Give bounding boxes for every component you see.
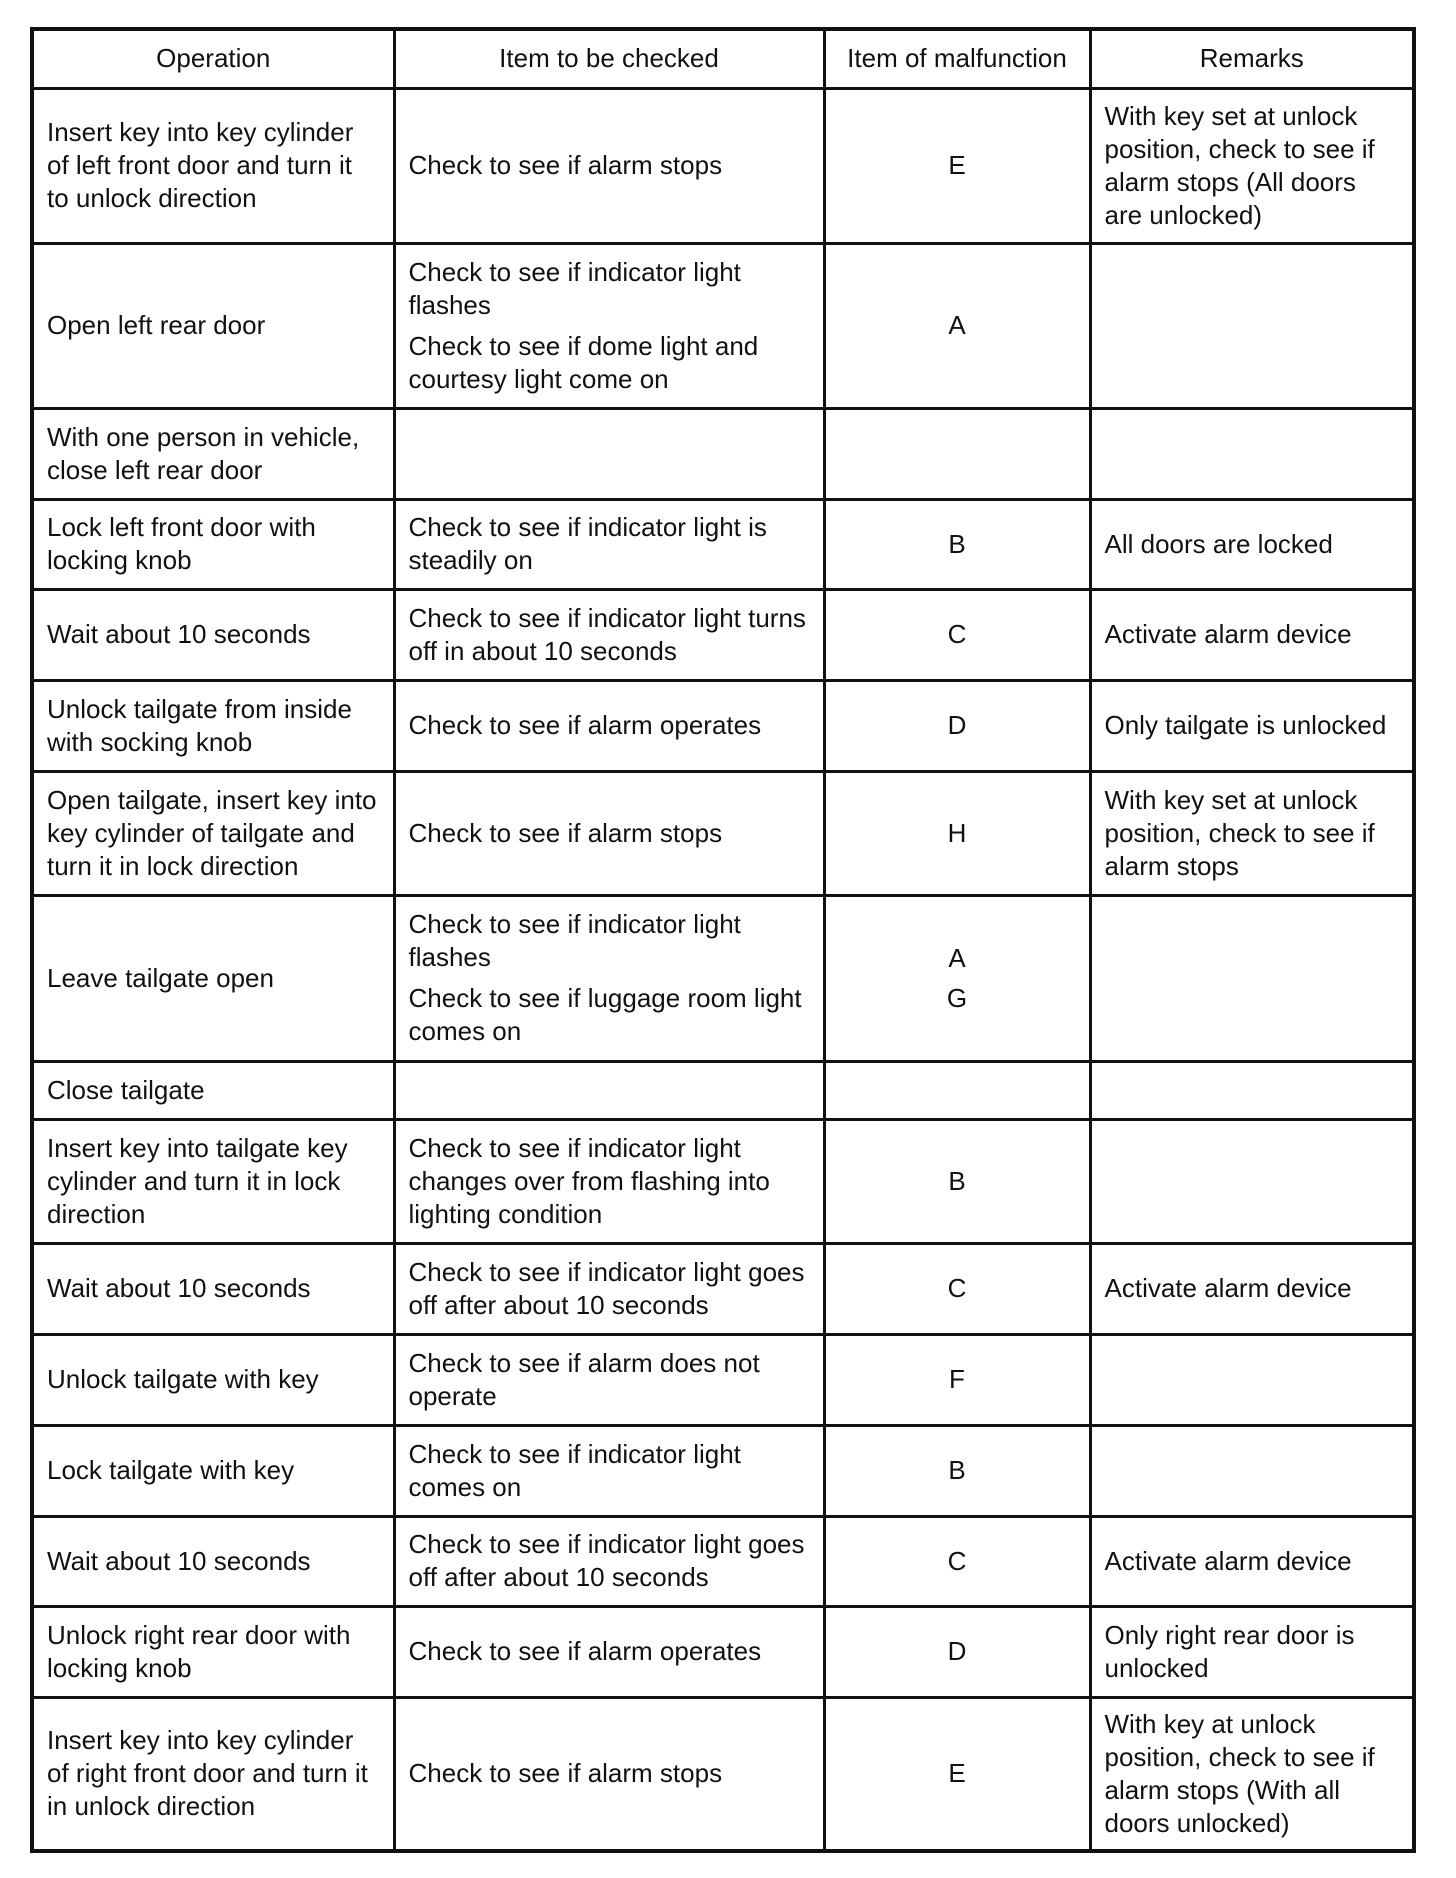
check-item: Check to see if indicator light changes over from flashing into lighting condition <box>408 1132 770 1229</box>
malfunction-cell <box>824 771 1090 895</box>
malfunction-cell <box>824 1061 1090 1119</box>
table-body <box>32 88 1414 1851</box>
header-operation: Operation <box>32 29 394 88</box>
malfunction-code: A <box>948 310 966 340</box>
malfunction-code: H <box>947 817 967 848</box>
remarks-cell: Only right rear door is unlocked <box>1090 1606 1414 1697</box>
table-row <box>32 680 1414 771</box>
check-cell <box>394 1061 824 1119</box>
table-row <box>32 1334 1414 1425</box>
check-cell <box>394 680 824 771</box>
check-cell <box>394 88 824 243</box>
operation-cell: Open left rear door <box>32 243 394 408</box>
check-cell <box>394 895 824 1061</box>
check-cell <box>394 499 824 589</box>
malfunction-code: B <box>948 528 966 559</box>
check-cell <box>394 243 824 408</box>
operation-cell: Close tailgate <box>32 1061 394 1119</box>
malfunction-code: A <box>948 943 966 973</box>
check-item: Check to see if indicator light goes off after about 10 seconds <box>408 1529 805 1592</box>
check-item: Check to see if luggage room light comes on <box>408 983 802 1046</box>
table-row <box>32 1243 1414 1334</box>
malfunction-code: C <box>947 1545 967 1576</box>
check-cell <box>394 1334 824 1425</box>
malfunction-cell <box>824 1697 1090 1851</box>
remarks-cell: With key set at unlock position, check to see if alarm stops (All doors are unlocked) <box>1090 88 1414 243</box>
malfunction-cell <box>824 1119 1090 1243</box>
malfunction-code: B <box>948 1455 966 1485</box>
header-malfunction: Item of malfunction <box>824 29 1090 88</box>
malfunction-cell <box>824 243 1090 408</box>
check-item: Check to see if alarm operates <box>408 1636 762 1666</box>
malfunction-cell <box>824 499 1090 589</box>
operation-cell: Lock tailgate with key <box>32 1425 394 1516</box>
malfunction-cell <box>824 88 1090 243</box>
check-item: Check to see if indicator light flashes <box>408 909 741 972</box>
check-cell <box>394 1425 824 1516</box>
check-cell <box>394 1516 824 1606</box>
check-cell <box>394 771 824 895</box>
malfunction-code: D <box>947 710 967 740</box>
operation-cell: Insert key into key cylinder of left front door and turn it to unlock direction <box>32 88 394 243</box>
malfunction-code: E <box>948 1758 966 1789</box>
remarks-cell <box>1090 243 1414 408</box>
check-cell <box>394 589 824 680</box>
malfunction-cell <box>824 1425 1090 1516</box>
header-remarks: Remarks <box>1090 29 1414 88</box>
malfunction-code: E <box>948 150 966 180</box>
remarks-cell: With key at unlock position, check to see if alarm stops (With all doors unlocked) <box>1090 1697 1414 1851</box>
operation-cell: Open tailgate, insert key into key cylinder of tailgate and turn it in lock direction <box>32 771 394 895</box>
operation-cell: Insert key into key cylinder of right front door and turn it in unlock direction <box>32 1697 394 1851</box>
operation-cell: Unlock tailgate from inside with socking knob <box>32 680 394 771</box>
operation-cell: Wait about 10 seconds <box>32 1516 394 1606</box>
remarks-cell <box>1090 1334 1414 1425</box>
remarks-cell: Activate alarm device <box>1090 1243 1414 1334</box>
remarks-cell: With key set at unlock position, check to see if alarm stops <box>1090 771 1414 895</box>
table-row <box>32 1119 1414 1243</box>
check-item: Check to see if alarm stops <box>408 1758 723 1789</box>
malfunction-cell <box>824 1243 1090 1334</box>
table-row <box>32 895 1414 1061</box>
operation-cell: Unlock right rear door with locking knob <box>32 1606 394 1697</box>
check-cell <box>394 1606 824 1697</box>
table-row <box>32 408 1414 499</box>
check-cell <box>394 1119 824 1243</box>
remarks-cell <box>1090 408 1414 499</box>
malfunction-code: F <box>949 1364 965 1394</box>
malfunction-cell <box>824 895 1090 1061</box>
header-item-checked: Item to be checked <box>394 29 824 88</box>
malfunction-cell <box>824 1516 1090 1606</box>
alarm-check-table <box>30 27 1416 1853</box>
remarks-cell: Only tailgate is unlocked <box>1090 680 1414 771</box>
table-row <box>32 1425 1414 1516</box>
table-row <box>32 499 1414 589</box>
table-row <box>32 1061 1414 1119</box>
check-item: Check to see if dome light and courtesy light come on <box>408 330 759 394</box>
remarks-cell <box>1090 895 1414 1061</box>
check-item: Check to see if alarm does not operate <box>408 1347 760 1411</box>
malfunction-code: C <box>947 619 967 649</box>
malfunction-cell <box>824 408 1090 499</box>
operation-cell: Leave tailgate open <box>32 895 394 1061</box>
malfunction-code: G <box>946 983 968 1013</box>
malfunction-cell <box>824 680 1090 771</box>
check-item: Check to see if alarm stops <box>408 150 723 180</box>
check-cell <box>394 1243 824 1334</box>
operation-cell: Lock left front door with locking knob <box>32 499 394 589</box>
check-item: Check to see if indicator light comes on <box>408 1438 741 1502</box>
table-row <box>32 771 1414 895</box>
check-item: Check to see if alarm operates <box>408 710 762 740</box>
malfunction-code: B <box>948 1165 966 1196</box>
operation-cell: Unlock tailgate with key <box>32 1334 394 1425</box>
malfunction-cell <box>824 1606 1090 1697</box>
operation-cell: Wait about 10 seconds <box>32 589 394 680</box>
remarks-cell: Activate alarm device <box>1090 589 1414 680</box>
table-row <box>32 589 1414 680</box>
table-row <box>32 1606 1414 1697</box>
header-row <box>32 29 1414 88</box>
remarks-cell: All doors are locked <box>1090 499 1414 589</box>
table-row <box>32 88 1414 243</box>
remarks-cell: Activate alarm device <box>1090 1516 1414 1606</box>
remarks-cell <box>1090 1119 1414 1243</box>
operation-cell: With one person in vehicle, close left rear door <box>32 408 394 499</box>
check-item: Check to see if indicator light turns off in about 10 seconds <box>408 602 806 666</box>
table-row <box>32 1516 1414 1606</box>
check-cell <box>394 408 824 499</box>
check-cell <box>394 1697 824 1851</box>
operation-cell: Wait about 10 seconds <box>32 1243 394 1334</box>
table-row <box>32 243 1414 408</box>
check-item: Check to see if indicator light flashes <box>408 256 741 320</box>
operation-cell: Insert key into tailgate key cylinder and turn it in lock direction <box>32 1119 394 1243</box>
check-procedure-sheet <box>30 27 1412 1853</box>
check-item: Check to see if alarm stops <box>408 817 723 848</box>
malfunction-cell <box>824 589 1090 680</box>
table-row <box>32 1697 1414 1851</box>
malfunction-code: C <box>947 1273 967 1303</box>
remarks-cell <box>1090 1425 1414 1516</box>
remarks-cell <box>1090 1061 1414 1119</box>
check-item: Check to see if indicator light is steadily on <box>408 512 767 575</box>
check-item: Check to see if indicator light goes off after about 10 seconds <box>408 1256 805 1320</box>
malfunction-code: D <box>947 1636 967 1666</box>
malfunction-cell <box>824 1334 1090 1425</box>
